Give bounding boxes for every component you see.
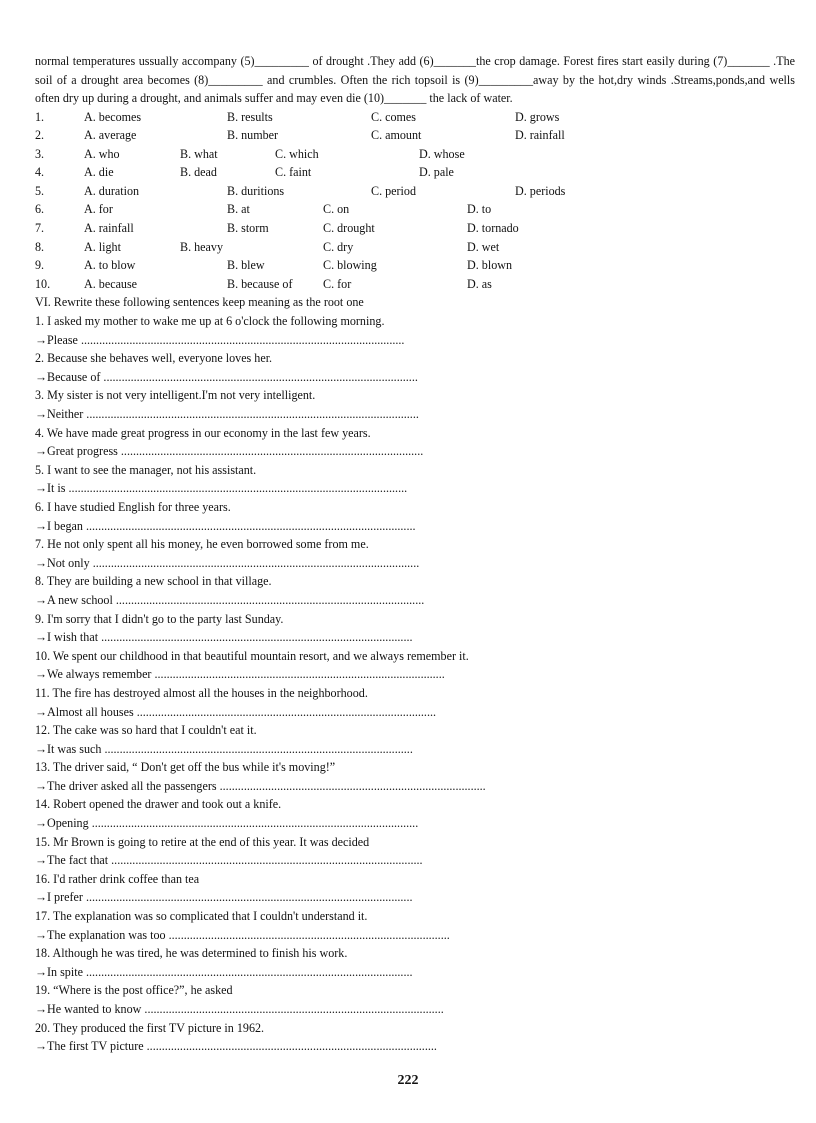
rewrite-question: 6. I have studied English for three years. <box>35 499 231 514</box>
option-a: A. die <box>84 165 114 180</box>
arrow-icon: → <box>35 964 48 979</box>
option-a: A. rainfall <box>84 221 134 236</box>
option-b: B. storm <box>227 221 269 236</box>
rewrite-answer-line[interactable] <box>35 703 795 722</box>
option-number: 7. <box>35 221 45 236</box>
answer-start: The fact that <box>47 853 109 868</box>
arrow-icon: → <box>35 407 48 421</box>
option-b: B. blew <box>227 258 265 273</box>
rewrite-question: 20. They produced the first TV picture in 1962. <box>35 1020 265 1035</box>
option-c: C. amount <box>371 128 422 143</box>
arrow-icon: → <box>35 890 48 905</box>
option-row <box>35 126 795 145</box>
rewrite-question: 15. Mr Brown is going to retire at the end of this year. It was decided <box>35 834 370 849</box>
answer-start: The driver asked all the passengers <box>47 778 217 793</box>
arrow-icon: → <box>35 704 48 719</box>
option-a: A. who <box>84 146 120 161</box>
option-row <box>35 163 795 182</box>
rewrite-question: 14. Robert opened the drawer and took out a knife. <box>35 797 282 812</box>
rewrite-answer-line[interactable] <box>35 405 795 424</box>
answer-start: Neither <box>47 407 84 421</box>
rewrite-answer-line[interactable] <box>35 591 795 610</box>
option-d: D. to <box>467 202 492 217</box>
option-number: 9. <box>35 258 45 273</box>
answer-dots: .............................................................................................................. <box>86 407 419 421</box>
arrow-icon: → <box>35 927 48 942</box>
rewrite-question: 12. The cake was so hard that I couldn't eat it. <box>35 723 257 738</box>
option-b: B. what <box>180 146 218 161</box>
answer-start: In spite <box>47 964 83 979</box>
worksheet-page <box>35 52 795 1056</box>
rewrite-answer-line[interactable] <box>35 331 795 350</box>
answer-start: Please <box>47 332 78 347</box>
answer-dots: ............................................................................................................ <box>85 964 413 979</box>
answer-start: A new school <box>47 592 113 607</box>
option-b: B. at <box>227 202 250 217</box>
answer-start: Great progress <box>47 444 118 459</box>
answer-dots: ............................................................................................................ <box>85 890 413 905</box>
answer-options <box>35 108 795 294</box>
rewrite-question: 11. The fire has destroyed almost all the houses in the neighborhood. <box>35 685 368 700</box>
rewrite-question: 4. We have made great progress in our economy in the last few years. <box>35 425 371 440</box>
answer-start: Almost all houses <box>47 704 134 719</box>
option-d: D. wet <box>467 239 500 254</box>
arrow-icon: → <box>35 369 48 384</box>
rewrite-exercises <box>35 312 795 1056</box>
rewrite-question: 17. The explanation was so complicated that I couldn't understand it. <box>35 909 368 924</box>
option-row <box>35 256 795 275</box>
arrow-icon: → <box>35 592 48 607</box>
option-b: B. results <box>227 109 273 124</box>
rewrite-question: 7. He not only spent all his money, he even borrowed some from me. <box>35 537 369 552</box>
option-c: C. drought <box>323 221 375 236</box>
arrow-icon: → <box>35 332 48 347</box>
option-d: D. grows <box>515 109 560 124</box>
option-b: B. because of <box>227 276 293 291</box>
arrow-icon: → <box>35 778 48 793</box>
option-number: 8. <box>35 239 45 254</box>
answer-start: It is <box>47 481 66 496</box>
option-row <box>35 108 795 127</box>
option-a: A. light <box>84 239 121 254</box>
option-c: C. period <box>371 183 417 198</box>
option-row <box>35 200 795 219</box>
option-row <box>35 182 795 201</box>
option-c: C. on <box>323 202 350 217</box>
rewrite-question: 2. Because she behaves well, everyone loves her. <box>35 351 273 366</box>
answer-start: Opening <box>47 816 89 831</box>
rewrite-answer-line[interactable] <box>35 814 795 833</box>
rewrite-answer-line[interactable] <box>35 851 795 870</box>
answer-dots: ............................................................................................. <box>168 927 450 942</box>
option-number: 10. <box>35 276 51 291</box>
rewrite-answer-line[interactable] <box>35 963 795 982</box>
option-d: D. tornado <box>467 221 519 236</box>
arrow-icon: → <box>35 1002 48 1016</box>
answer-dots: ...................................................................................................... <box>104 741 413 756</box>
rewrite-question: 5. I want to see the manager, not his assistant. <box>35 462 257 477</box>
arrow-icon: → <box>35 816 48 831</box>
answer-start: He wanted to know <box>47 1002 142 1016</box>
rewrite-question: 10. We spent our childhood in that beautiful mountain resort, and we always remember it. <box>35 648 469 663</box>
option-c: C. for <box>323 276 352 291</box>
option-d: D. whose <box>419 146 465 161</box>
option-row <box>35 275 795 294</box>
rewrite-answer-line[interactable] <box>35 628 795 647</box>
option-a: A. average <box>84 128 137 143</box>
answer-dots: ....................................................................................................... <box>101 630 413 645</box>
rewrite-question: 16. I'd rather drink coffee than tea <box>35 871 200 886</box>
option-a: A. becomes <box>84 109 142 124</box>
option-row <box>35 238 795 257</box>
option-a: A. duration <box>84 183 140 198</box>
rewrite-question: 13. The driver said, “ Don't get off the bus while it's moving!” <box>35 760 336 775</box>
arrow-icon: → <box>35 555 48 570</box>
rewrite-question: 18. Although he was tired, he was determined to finish his work. <box>35 946 348 961</box>
option-number: 6. <box>35 202 45 217</box>
option-b: B. heavy <box>180 239 223 254</box>
option-number: 3. <box>35 146 45 161</box>
answer-start: We always remember <box>47 667 152 682</box>
option-d: D. rainfall <box>515 128 565 143</box>
option-c: C. which <box>275 146 319 161</box>
answer-dots: ................................................................................................... <box>136 704 437 719</box>
answer-dots: ............................................................................................................ <box>91 816 419 831</box>
option-a: A. to blow <box>84 258 136 273</box>
answer-dots: ................................................................................................................ <box>68 481 408 496</box>
answer-start: The first TV picture <box>47 1039 144 1054</box>
rewrite-answer-line[interactable] <box>35 926 795 945</box>
option-number: 5. <box>35 183 45 198</box>
arrow-icon: → <box>35 667 48 682</box>
arrow-icon: → <box>35 518 48 533</box>
rewrite-answer-line[interactable] <box>35 740 795 759</box>
answer-dots: .................................................................................................... <box>120 444 424 459</box>
answer-dots: ........................................................................................................... <box>80 332 405 347</box>
rewrite-answer-line[interactable] <box>35 888 795 907</box>
option-d: D. as <box>467 276 492 291</box>
option-a: A. for <box>84 202 113 217</box>
arrow-icon: → <box>35 630 48 645</box>
rewrite-answer-line[interactable] <box>35 442 795 461</box>
cloze-passage: normal temperatures ussually accompany (5)_________ of drought .They add (6)_______the crop damage. Forest fires start easily during (7)_______ .The soil of a drought area becomes (8)_________ and crumbles. Often the rich topsoil is (9)_________away by the hot,dry winds .Streams,ponds,and wells often dry up during a drought, and animals suffer and may even die (10)_______ the lack of water. <box>35 54 795 105</box>
answer-start: I prefer <box>47 890 83 905</box>
rewrite-question: 3. My sister is not very intelligent.I'm not very intelligent. <box>35 388 316 403</box>
answer-start: Not only <box>47 555 90 570</box>
option-number: 4. <box>35 165 45 180</box>
rewrite-question: 19. “Where is the post office?”, he asked <box>35 983 233 998</box>
rewrite-answer-line[interactable] <box>35 517 795 536</box>
answer-start: I wish that <box>47 630 99 645</box>
rewrite-answer-line[interactable] <box>35 1037 795 1056</box>
answer-dots: ........................................................................................................ <box>103 369 418 384</box>
option-b: B. dead <box>180 165 217 180</box>
arrow-icon: → <box>35 444 48 459</box>
rewrite-answer-line[interactable] <box>35 479 795 498</box>
option-d: D. blown <box>467 258 513 273</box>
answer-start: The explanation was too <box>47 927 166 942</box>
option-row <box>35 219 795 238</box>
answer-dots: ................................................................................................... <box>144 1002 444 1016</box>
rewrite-answer-line[interactable] <box>35 665 795 684</box>
page-number: 222 <box>397 1073 419 1088</box>
answer-dots: ............................................................................................................ <box>92 555 420 570</box>
arrow-icon: → <box>35 481 48 496</box>
arrow-icon: → <box>35 853 48 868</box>
answer-start: I began <box>47 518 83 533</box>
rewrite-question: 8. They are building a new school in that village. <box>35 574 272 589</box>
option-c: C. faint <box>275 165 312 180</box>
option-number: 2. <box>35 128 45 143</box>
answer-start: Because of <box>47 369 101 384</box>
option-c: C. blowing <box>323 258 377 273</box>
answer-dots: ............................................................................................................. <box>85 518 416 533</box>
option-row <box>35 145 795 164</box>
answer-dots: ................................................................................................ <box>146 1039 437 1054</box>
answer-dots: ........................................................................................ <box>219 778 486 793</box>
option-c: C. dry <box>323 239 354 254</box>
option-b: B. duritions <box>227 183 285 198</box>
arrow-icon: → <box>35 1039 48 1054</box>
rewrite-question: 1. I asked my mother to wake me up at 6 o'clock the following morning. <box>35 314 385 329</box>
rewrite-answer-line[interactable] <box>35 368 795 387</box>
answer-start: It was such <box>47 741 102 756</box>
answer-dots: ................................................................................................ <box>154 667 445 682</box>
answer-dots: ....................................................................................................... <box>111 853 423 868</box>
option-d: D. periods <box>515 183 566 198</box>
rewrite-answer-line[interactable] <box>35 554 795 573</box>
option-c: C. comes <box>371 109 417 124</box>
section-title: VI. Rewrite these following sentences keep meaning as the root one <box>35 295 364 310</box>
option-d: D. pale <box>419 165 454 180</box>
option-b: B. number <box>227 128 279 143</box>
rewrite-question: 9. I'm sorry that I didn't go to the party last Sunday. <box>35 611 284 626</box>
answer-dots: ...................................................................................................... <box>115 592 425 607</box>
option-number: 1. <box>35 109 45 124</box>
rewrite-answer-line[interactable] <box>35 1000 795 1019</box>
option-a: A. because <box>84 276 138 291</box>
arrow-icon: → <box>35 741 48 756</box>
rewrite-answer-line[interactable] <box>35 777 795 796</box>
